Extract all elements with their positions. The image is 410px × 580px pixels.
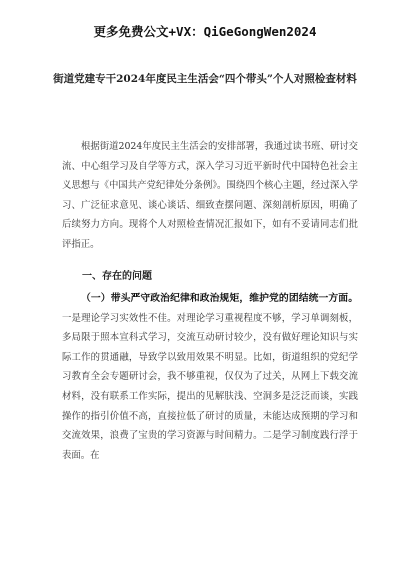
point-one-paragraph (62, 289, 358, 465)
document-title: 街道党建专干2024年度民主生活会“四个带头”个人对照检查材料 (53, 73, 357, 85)
section-heading: 一、存在的问题 (82, 271, 152, 282)
promo-banner: 更多免费公文+VX：QiGeGongWen2024 (93, 24, 317, 39)
point-one-lead: （一）带头严守政治纪律和政治规矩，维护党的团结统一方面。 (81, 293, 358, 304)
intro-paragraph: 根据街道2024年度民主生活会的安排部署，我通过读书班、研讨交流、中心组学习及自学等方式，深入学习习近平新时代中国特色社会主义思想与《中国共产党纪律处分条例》。围绕四个核心主题，经过深入学习、广泛征求意见、谈心谈话、细致查摆问题、深刻剖析原因，明确了后续努力方向。现将个人对照检查情况汇报如下，如有不妥请同志们批评指正。 (62, 141, 358, 250)
point-one-body: 一是理论学习实效性不佳。对理论学习重视程度不够，学习单调刻板，多局限于照本宣科式学习，交流互动研讨较少，没有做好理论知识与实际工作的贯通融，导致学以致用效果不明显。比如，街道组织的党纪学习教育全会专题研讨会，我不够重视，仅仅为了过关，从网上下载交流材料，没有联系工作实际，提出的见解肤浅、空洞多是泛泛而谈，实践操作的指引价值不高，直接拉低了研讨的质量，未能达成预期的学习和交流效果，浪费了宝贵的学习资源与时间精力。二是学习制度践行浮于表面。在 (62, 312, 358, 461)
